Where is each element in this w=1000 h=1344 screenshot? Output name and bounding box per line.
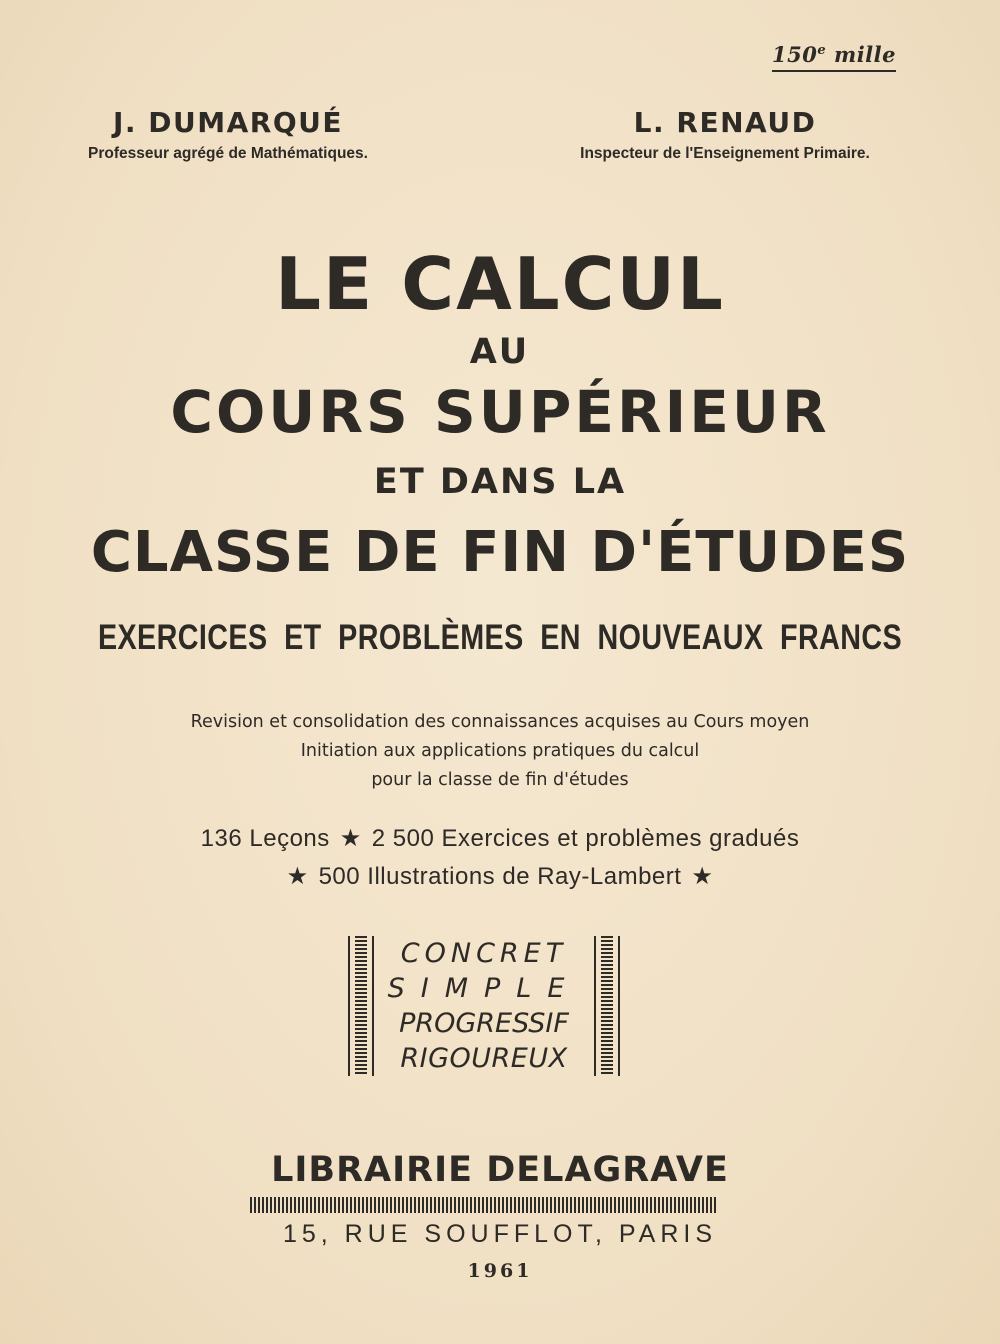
qualities-list <box>378 936 590 1076</box>
hatched-bar-left <box>348 936 374 1076</box>
publisher-address: 15, RUE SOUFFLOT, PARIS <box>282 1220 718 1248</box>
subtitle-block <box>0 708 1000 795</box>
edition-suffix: e <box>817 43 827 58</box>
author-role: Inspecteur de l'Enseignement Primaire. <box>580 145 870 162</box>
publisher-name: LIBRAIRIE DELAGRAVE <box>271 1150 729 1190</box>
illustrations-count: 500 Illustrations de Ray-Lambert <box>318 863 682 890</box>
content-counts <box>0 820 1000 896</box>
counts-line-2 <box>0 858 1000 896</box>
publisher-hatched-rule <box>250 1197 718 1213</box>
star-icon: ★ <box>286 863 309 890</box>
quality-item: SIMPLE <box>387 973 581 1004</box>
author-renaud <box>552 106 898 163</box>
author-name: J. DUMARQUÉ <box>112 106 344 139</box>
title-line-1: LE CALCUL <box>275 242 725 326</box>
quality-item: RIGOUREUX <box>400 1043 568 1074</box>
star-icon: ★ <box>691 863 714 890</box>
subtitle-line: Initiation aux applications pratiques du calcul <box>300 741 700 761</box>
edition-label <box>772 42 896 72</box>
exercises-count: 2 500 Exercices et problèmes gradués <box>371 825 800 852</box>
author-dumarque <box>68 106 388 163</box>
quality-item: CONCRET <box>400 938 568 969</box>
title-line-3: COURS SUPÉRIEUR <box>170 378 830 446</box>
author-name: L. RENAUD <box>633 106 817 139</box>
star-icon: ★ <box>339 825 362 852</box>
edition-number: 150 <box>772 42 818 67</box>
qualities-box <box>348 936 620 1076</box>
title-line-4: ET DANS LA <box>373 462 627 502</box>
hatched-bar-right <box>594 936 620 1076</box>
edition-word: mille <box>826 42 896 67</box>
title-line-6: EXERCICES ET PROBLÈMES EN NOUVEAUX FRANCS <box>97 618 903 657</box>
lessons-count: 136 Leçons <box>200 825 330 852</box>
subtitle-line: Revision et consolidation des connaissances acquises au Cours moyen <box>190 712 810 732</box>
subtitle-line: pour la classe de fin d'études <box>371 770 629 790</box>
title-line-5: CLASSE DE FIN D'ÉTUDES <box>90 520 910 585</box>
publication-year: 1961 <box>467 1260 533 1282</box>
quality-item: PROGRESSIF <box>399 1008 569 1039</box>
counts-line-1 <box>0 820 1000 858</box>
title-line-2: AU <box>469 332 531 372</box>
author-role: Professeur agrégé de Mathématiques. <box>88 145 368 162</box>
